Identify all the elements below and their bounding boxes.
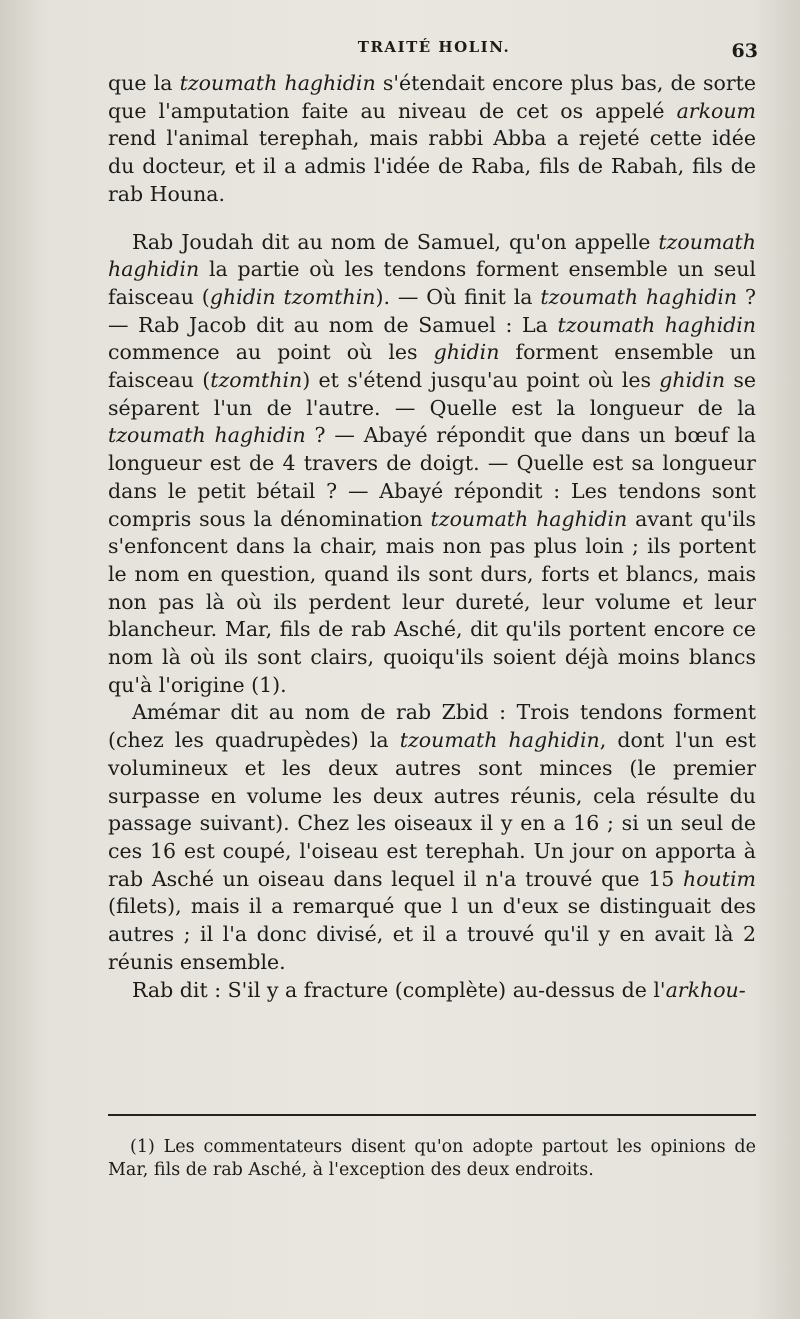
italic-term: tzoumath haghidin: [557, 312, 757, 337]
italic-term: tzoumath haghidin: [108, 229, 756, 282]
body-text: [108, 70, 756, 1004]
footnote-rule: [108, 1114, 756, 1116]
text-run: ? — Abayé répondit que dans un bœuf la longueur est de 4 travers de doigt. — Quelle est sa longueur dans le petit bétail ? — Abayé répondit : Les tendons sont compris sous la dénomination: [108, 423, 756, 531]
italic-term: ghidin tzomthin: [209, 284, 376, 309]
text-run: (filets), mais il a remarqué que l un d'eux se distinguait des autres ; il l'a donc divisé, et il a trouvé qu'il y en avait là 2 réunis ensemble.: [108, 894, 756, 974]
text-run: , dont l'un est volumineux et les deux autres sont minces (le premier surpasse en volume les deux autres réunis, cela résulte du passage suivant). Chez les oiseaux il y en a 16 ; si un seul de ces 16 est coupé, l'oiseau est terephah. Un jour on apporta à rab Asché un oiseau dans lequel il n'a trouvé que 15: [108, 728, 756, 891]
text-run: ) et s'étend jusqu'au point où les: [302, 368, 660, 393]
text-run: que la: [108, 71, 180, 95]
italic-term: arkhou-: [665, 977, 746, 1002]
running-head: [110, 38, 758, 68]
page-number: 63: [731, 40, 758, 62]
text-run: se séparent l'un de l'autre. — Quelle est la longueur de la: [108, 368, 756, 420]
text-run: ? — Rab Jacob dit au nom de Samuel : La: [108, 284, 756, 337]
text-run: Rab dit : S'il y a fracture (complète) au-dessus de l': [132, 977, 666, 1002]
italic-term: tzoumath haghidin: [540, 284, 738, 309]
text-run: Amémar dit au nom de rab Zbid : Trois tendons forment (chez les quadrupèdes) la: [108, 700, 756, 753]
italic-term: tzoumath haghidin: [430, 506, 628, 531]
paragraph-amemar: [108, 699, 756, 976]
paragraph-rab-dit: [108, 977, 756, 1005]
italic-term: ghidin: [433, 340, 500, 365]
text-run: rend l'animal terephah, mais rabbi Abba a rejeté cette idée du docteur, et il a admis l'idée de Raba, fils de Rabah, fils de rab Houna.: [108, 126, 756, 206]
italic-term: ghidin: [659, 368, 726, 393]
italic-term: tzoumath haghidin: [399, 728, 600, 753]
paragraph-rab-joudah: [108, 229, 756, 700]
italic-term: tzoumath haghidin: [179, 71, 376, 95]
footnote: (1) Les commentateurs disent qu'on adopte partout les opinions de Mar, fils de rab Asché, à l'exception des deux endroits.: [108, 1137, 756, 1180]
paragraph-continuation: [108, 70, 756, 209]
italic-term: arkoum: [676, 98, 756, 123]
text-run: ). — Où finit la: [375, 284, 541, 309]
italic-term: tzomthin: [210, 368, 303, 393]
italic-term: houtim: [683, 866, 756, 891]
text-run: la partie où les tendons forment ensemble un seul faisceau (: [108, 257, 756, 309]
text-run: forment ensemble un faisceau (: [108, 340, 756, 393]
text-run: commence au point où les: [108, 340, 434, 365]
text-run: Rab Joudah dit au nom de Samuel, qu'on appelle: [132, 229, 659, 254]
text-run: s'étendait encore plus bas, de sorte que l'amputation faite au niveau de cet os appelé: [108, 71, 757, 123]
italic-term: tzoumath haghidin: [108, 423, 306, 448]
running-title: TRAITÉ HOLIN.: [357, 38, 511, 56]
text-run: avant qu'ils s'enfoncent dans la chair, mais non pas plus loin ; ils portent le nom en question, quand ils sont durs, forts et blancs, mais non pas là où ils perdent leur dureté, leur volume et leur blancheur. Mar, fils de rab Asché, dit qu'ils portent encore ce nom là où ils sont clairs, quoiqu'ils soient déjà moins blancs qu'à l'origine (1).: [108, 506, 757, 697]
